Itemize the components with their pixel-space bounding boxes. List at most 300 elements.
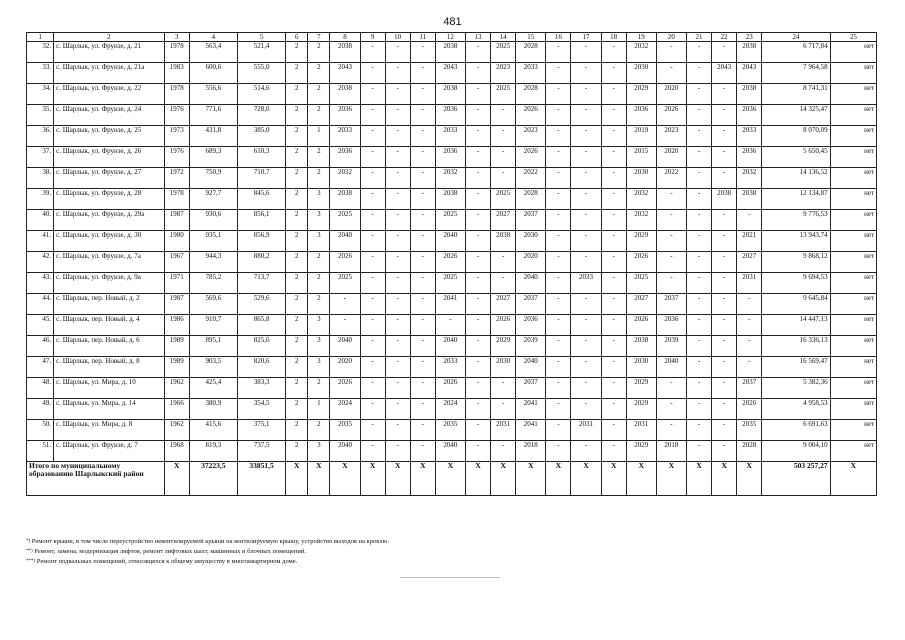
table-cell: 2031 [491,420,516,441]
table-cell: 2030 [516,231,546,252]
header-cell: 21 [686,33,711,42]
table-cell: - [385,147,410,168]
table-cell: нет [830,84,876,105]
table-cell: - [465,357,490,378]
table-cell: 2037 [516,210,546,231]
table-cell: 2026 [516,147,546,168]
table-cell: - [546,63,571,84]
header-cell: 1 [27,33,54,42]
table-cell: - [546,420,571,441]
table-row [27,168,877,189]
table-cell: 2035 [737,420,762,441]
header-cell: 16 [546,33,571,42]
table-cell: - [360,294,385,315]
table-cell: - [465,420,490,441]
header-cell: 6 [286,33,308,42]
table-cell: 2032 [737,168,762,189]
table-cell: - [546,105,571,126]
table-cell: 2038 [737,84,762,105]
table-cell: 2023 [491,63,516,84]
table-cell: - [465,210,490,231]
header-cell: 5 [237,33,285,42]
row-number: 44. [27,294,54,315]
table-cell: 689,3 [189,147,237,168]
table-cell: - [410,42,435,63]
total-row [27,462,877,496]
table-cell: - [546,357,571,378]
table-cell: - [360,378,385,399]
address-cell: с. Шарлык, ул. Фрунзе, д. 26 [54,147,165,168]
total-cell: X [491,462,516,496]
header-cell: 8 [330,33,360,42]
table-cell: 354,5 [237,399,285,420]
table-cell: 2029 [626,231,656,252]
table-cell: 2 [286,126,308,147]
table-cell: 3 [308,357,330,378]
table-cell: 1962 [164,378,189,399]
table-cell: 944,3 [189,252,237,273]
table-cell: - [465,441,490,462]
table-cell: 2039 [656,336,686,357]
address-cell: с. Шарлык, ул. Фрунзе, д. 7 [54,441,165,462]
table-cell: 521,4 [237,42,285,63]
table-cell: 2033 [571,273,601,294]
footnote-text: Ремонт подвальных помещений, относящихся к общему имуществу в многоквартирном доме. [36,558,298,565]
table-cell: - [491,441,516,462]
table-cell: 2 [308,168,330,189]
row-number: 36. [27,126,54,147]
table-cell: - [360,210,385,231]
table-cell: 2 [308,273,330,294]
footnote-1 [26,538,389,546]
table-cell: - [656,189,686,210]
table-cell: нет [830,231,876,252]
table-cell: - [465,399,490,420]
table-cell: 2036 [656,315,686,336]
table-cell: - [571,399,601,420]
table-cell: 2 [286,63,308,84]
table-cell: 2040 [330,336,360,357]
table-cell: 563,4 [189,42,237,63]
table-cell: - [712,315,737,336]
total-cell: X [410,462,435,496]
table-cell: 2036 [330,147,360,168]
table-cell: - [385,357,410,378]
table-cell: 2 [308,84,330,105]
table-cell: - [410,441,435,462]
table-cell: 425,4 [189,378,237,399]
total-cell: X [330,462,360,496]
table-cell: - [465,336,490,357]
table-cell: - [465,126,490,147]
table-cell: 2038 [330,189,360,210]
address-cell: с. Шарлык, ул. Фрунзе, д. 28 [54,189,165,210]
table-cell: 2 [286,315,308,336]
housing-repair-table [26,32,877,496]
table-cell: - [601,441,626,462]
table-cell: 2029 [626,399,656,420]
table-cell: 2026 [435,252,465,273]
table-cell: - [686,168,711,189]
table-cell: - [656,63,686,84]
table-cell: 2018 [656,441,686,462]
footnote-text: Ремонт, замена, модернизация лифтов, ремонт лифтовых шахт, машинных и блочных помещений. [34,548,307,555]
table-cell: - [686,315,711,336]
table-cell: 2 [308,294,330,315]
table-cell: - [410,126,435,147]
table-cell: 1983 [164,63,189,84]
table-row [27,273,877,294]
table-cell: 2029 [626,378,656,399]
total-cell: X [286,462,308,496]
table-cell: 2032 [626,42,656,63]
table-cell: 771,6 [189,105,237,126]
table-cell: 2027 [737,252,762,273]
table-cell: 927,7 [189,189,237,210]
table-cell: - [656,210,686,231]
table-row [27,441,877,462]
total-cell: X [601,462,626,496]
table-cell: 2028 [516,42,546,63]
table-cell: 1989 [164,336,189,357]
table-cell: 2022 [656,168,686,189]
table-cell: - [546,126,571,147]
header-cell: 20 [656,33,686,42]
table-cell: 1976 [164,147,189,168]
table-cell: 380,9 [189,399,237,420]
table-cell: - [360,357,385,378]
table-cell: - [601,42,626,63]
table-cell: - [686,63,711,84]
table-cell: - [712,399,737,420]
footnote-text: Ремонт крыши, в том числе переустройство невентилируемой крыши на вентилируемую крышу, устройство выходов на кровлю. [31,538,389,545]
table-cell: - [712,441,737,462]
table-cell: - [712,378,737,399]
table-cell: 2043 [737,63,762,84]
table-cell: - [465,378,490,399]
table-cell: - [571,357,601,378]
table-cell: - [410,294,435,315]
table-cell: - [410,315,435,336]
table-cell: - [385,336,410,357]
row-number: 41. [27,231,54,252]
table-cell: 383,3 [237,378,285,399]
table-cell: - [360,168,385,189]
table-cell: 7 964,58 [762,63,830,84]
table-cell: - [601,378,626,399]
table-cell: 12 134,87 [762,189,830,210]
table-cell: 2040 [435,336,465,357]
table-cell: - [360,420,385,441]
header-cell: 11 [410,33,435,42]
table-cell: 2041 [435,294,465,315]
table-cell: 415,6 [189,420,237,441]
header-cell: 4 [189,33,237,42]
table-cell: 2025 [330,273,360,294]
table-cell: 2033 [330,126,360,147]
table-cell: 3 [308,336,330,357]
table-cell: 2033 [435,357,465,378]
table-cell: 8 070,09 [762,126,830,147]
address-cell: с. Шарлык, ул. Фрунзе, д. 30 [54,231,165,252]
row-number: 39. [27,189,54,210]
table-cell: 2 [308,378,330,399]
table-cell: 3 [308,315,330,336]
address-cell: с. Шарлык, ул. Фрунзе, д. 9а [54,273,165,294]
table-cell: 2022 [516,168,546,189]
total-cell: X [360,462,385,496]
table-cell: 2 [286,189,308,210]
table-cell: 2037 [656,294,686,315]
table-cell: - [410,420,435,441]
table-cell: нет [830,105,876,126]
table-cell: 1986 [164,315,189,336]
table-row [27,420,877,441]
table-cell: 1976 [164,105,189,126]
header-cell: 22 [712,33,737,42]
header-cell: 15 [516,33,546,42]
table-cell: - [385,84,410,105]
table-cell: 2026 [656,105,686,126]
header-cell: 14 [491,33,516,42]
table-cell: - [712,294,737,315]
table-cell: - [385,126,410,147]
table-cell: 2026 [330,252,360,273]
table-cell: 2025 [330,210,360,231]
table-cell: - [712,336,737,357]
table-cell: 2030 [491,357,516,378]
table-cell: - [686,210,711,231]
table-cell: 2036 [435,147,465,168]
table-cell: 2036 [737,105,762,126]
table-cell: - [601,84,626,105]
table-cell: 3 [308,189,330,210]
table-cell: - [601,63,626,84]
row-number: 40. [27,210,54,231]
table-cell: 2020 [330,357,360,378]
table-cell: 819,3 [189,441,237,462]
header-cell: 17 [571,33,601,42]
header-cell: 19 [626,33,656,42]
table-cell: 1972 [164,168,189,189]
total-cell: X [626,462,656,496]
table-cell: - [410,378,435,399]
table-cell: - [435,315,465,336]
header-cell: 7 [308,33,330,42]
table-row [27,126,877,147]
table-cell: 2 [286,168,308,189]
table-cell: 2028 [516,84,546,105]
table-cell: 1962 [164,420,189,441]
table-cell: 9 004,10 [762,441,830,462]
table-cell: - [546,378,571,399]
table-cell: - [465,189,490,210]
address-cell: с. Шарлык, ул. Фрунзе, д. 22 [54,84,165,105]
table-cell: - [686,378,711,399]
table-cell: 2043 [712,63,737,84]
table-cell: 2033 [435,126,465,147]
table-cell: 2024 [330,399,360,420]
table-cell: - [601,399,626,420]
table-cell: 2035 [435,420,465,441]
total-cell: X [686,462,711,496]
table-cell: 555,0 [237,63,285,84]
table-cell: 2038 [737,42,762,63]
table-cell: 2037 [516,378,546,399]
table-cell: - [571,126,601,147]
address-cell: с. Шарлык, ул. Мира, д. 14 [54,399,165,420]
table-cell: - [385,189,410,210]
table-cell: 2033 [516,63,546,84]
header-cell: 10 [385,33,410,42]
address-cell: с. Шарлык, пер. Новый, д. 2 [54,294,165,315]
table-cell: 785,2 [189,273,237,294]
table-cell: - [491,378,516,399]
table-cell: - [546,294,571,315]
table-cell: 556,6 [189,84,237,105]
table-row [27,63,877,84]
table-row [27,252,877,273]
table-cell: - [491,273,516,294]
table-cell: 2041 [516,399,546,420]
table-cell: - [571,336,601,357]
table-cell: - [737,357,762,378]
table-cell: нет [830,63,876,84]
table-row [27,105,877,126]
row-number: 47. [27,357,54,378]
address-cell: с. Шарлык, пер. Новый, д. 8 [54,357,165,378]
table-cell: 2036 [330,105,360,126]
row-number: 43. [27,273,54,294]
table-cell: 2036 [626,105,656,126]
row-number: 51. [27,441,54,462]
table-cell: 2 [286,441,308,462]
total-cell: 33851,5 [237,462,285,496]
table-cell: - [546,168,571,189]
table-cell: 16 336,13 [762,336,830,357]
table-cell: - [571,42,601,63]
table-cell: 2020 [656,147,686,168]
table-cell: 880,2 [237,252,285,273]
table-cell: - [712,231,737,252]
total-cell: X [737,462,762,496]
table-cell: 2023 [656,126,686,147]
table-cell: 2040 [516,357,546,378]
table-cell: 930,6 [189,210,237,231]
table-cell: 2038 [737,189,762,210]
table-cell: - [656,378,686,399]
table-cell: - [385,231,410,252]
table-cell: - [571,147,601,168]
table-row [27,378,877,399]
table-cell: 9 776,53 [762,210,830,231]
address-cell: с. Шарлык, ул. Фрунзе, д. 29а [54,210,165,231]
table-cell: 825,6 [237,336,285,357]
table-cell: - [385,63,410,84]
total-cell: X [516,462,546,496]
table-cell: - [712,147,737,168]
table-cell: - [360,42,385,63]
table-row [27,315,877,336]
table-cell: - [360,231,385,252]
table-cell: - [571,63,601,84]
table-cell: 2043 [435,63,465,84]
table-cell: - [601,357,626,378]
table-body [27,33,877,496]
table-cell: 3 [308,210,330,231]
table-cell: 2 [286,357,308,378]
table-cell: 2031 [571,420,601,441]
table-cell: 2038 [626,336,656,357]
table-cell: 2 [286,84,308,105]
address-cell: с. Шарлык, ул. Фрунзе, д. 27 [54,168,165,189]
table-cell: - [385,315,410,336]
table-cell: - [571,378,601,399]
table-cell: 14 136,52 [762,168,830,189]
table-cell: - [656,42,686,63]
table-cell: 6 691,63 [762,420,830,441]
table-cell: - [330,315,360,336]
address-cell: с. Шарлык, ул. Фрунзе, д. 21а [54,63,165,84]
table-cell: - [360,315,385,336]
table-cell: - [601,252,626,273]
table-cell: 375,1 [237,420,285,441]
table-cell: - [360,147,385,168]
table-cell: 2 [308,420,330,441]
table-cell: 1966 [164,399,189,420]
table-cell: - [546,399,571,420]
table-cell: нет [830,42,876,63]
table-cell: - [601,231,626,252]
table-cell: - [465,63,490,84]
table-cell: - [410,357,435,378]
table-cell: 2023 [516,126,546,147]
table-cell: 9 868,12 [762,252,830,273]
row-number: 35. [27,105,54,126]
table-row [27,42,877,63]
address-cell: с. Шарлык, пер. Новый, д. 6 [54,336,165,357]
table-cell: 2032 [330,168,360,189]
row-number: 38. [27,168,54,189]
table-cell: - [385,378,410,399]
table-cell: 2018 [516,441,546,462]
table-cell: - [410,273,435,294]
table-cell: - [686,105,711,126]
table-cell: - [410,84,435,105]
table-cell: 856,1 [237,210,285,231]
address-cell: с. Шарлык, пер. Новый, д. 4 [54,315,165,336]
table-cell: 2028 [516,189,546,210]
table-cell: 2031 [737,273,762,294]
table-cell: - [686,42,711,63]
table-cell: 1968 [164,441,189,462]
table-cell: - [571,189,601,210]
table-cell: - [737,294,762,315]
table-cell: 2026 [626,315,656,336]
table-cell: - [712,210,737,231]
table-cell: 2030 [626,168,656,189]
row-number: 48. [27,378,54,399]
footnote-2 [26,548,306,556]
table-cell: 9 694,53 [762,273,830,294]
table-cell: 2 [308,147,330,168]
table-cell: 2021 [737,231,762,252]
table-cell: 2037 [737,378,762,399]
address-cell: с. Шарлык, ул. Фрунзе, д. 21 [54,42,165,63]
table-cell: 2033 [737,126,762,147]
table-cell: 710,7 [237,168,285,189]
table-cell: 2036 [435,105,465,126]
